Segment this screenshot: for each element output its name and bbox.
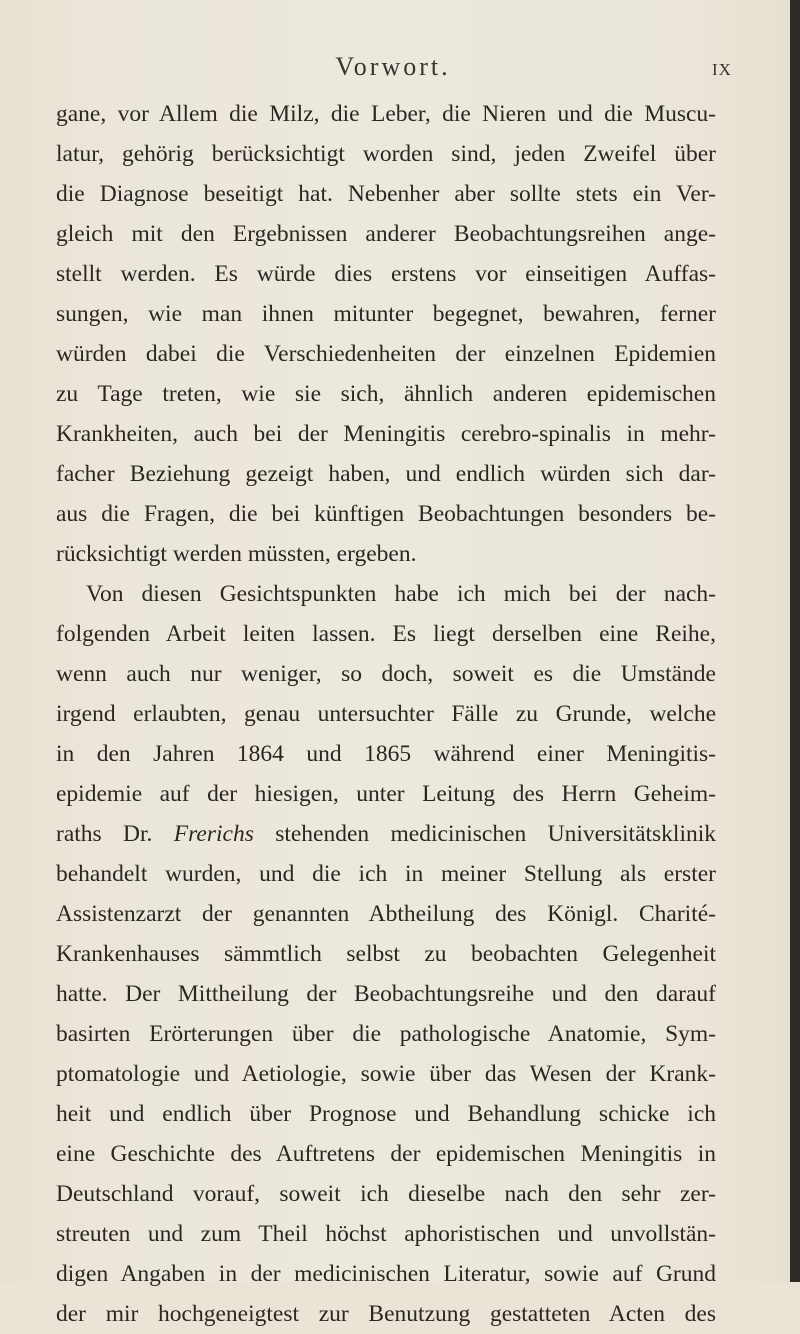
body-text — [56, 94, 716, 1334]
text-line: Assistenzarzt der genannten Abtheilung des Königl. Charité- — [56, 901, 716, 927]
text-line: wenn auch nur weniger, so doch, soweit es die Umstände — [56, 661, 716, 687]
text-segment: raths Dr. — [56, 821, 153, 847]
text-line: Deutschland vorauf, soweit ich dieselbe nach den sehr zer- — [56, 1181, 716, 1207]
text-line: gane, vor Allem die Milz, die Leber, die Nieren und die Muscu- — [56, 101, 716, 127]
text-line: irgend erlaubten, genau untersuchter Fälle zu Grunde, welche — [56, 701, 716, 727]
text-line: sungen, wie man ihnen mitunter begegnet, bewahren, ferner — [56, 301, 716, 327]
text-line: latur, gehörig berücksichtigt worden sind, jeden Zweifel über — [56, 141, 716, 167]
text-line: würden dabei die Verschiedenheiten der einzelnen Epidemien — [56, 341, 716, 367]
text-line: folgenden Arbeit leiten lassen. Es liegt derselben eine Reihe, — [56, 621, 716, 647]
text-line: gleich mit den Ergebnissen anderer Beobachtungsreihen ange- — [56, 221, 716, 247]
text-line: eine Geschichte des Auftretens der epidemischen Meningitis in — [56, 1141, 716, 1167]
text-line: Krankheiten, auch bei der Meningitis cerebro-spinalis in mehr- — [56, 421, 716, 447]
text-line: der mir hochgeneigtest zur Benutzung gestatteten Acten des — [56, 1301, 716, 1327]
text-line: heit und endlich über Prognose und Behandlung schicke ich — [56, 1101, 716, 1127]
text-line: hatte. Der Mittheilung der Beobachtungsreihe und den darauf — [56, 981, 716, 1007]
text-line: Krankenhauses sämmtlich selbst zu beobachten Gelegenheit — [56, 941, 716, 967]
text-line: die Diagnose beseitigt hat. Nebenher aber sollte stets ein Ver- — [56, 181, 716, 207]
text-line: ptomatologie und Aetiologie, sowie über das Wesen der Krank- — [56, 1061, 716, 1087]
text-line: stellt werden. Es würde dies erstens vor einseitigen Auffas- — [56, 261, 716, 287]
text-line: rücksichtigt werden müssten, ergeben. — [56, 541, 417, 567]
text-line: basirten Erörterungen über die pathologische Anatomie, Sym- — [56, 1021, 716, 1047]
text-line: digen Angaben in der medicinischen Literatur, sowie auf Grund — [56, 1261, 716, 1287]
text-segment: stehenden medicinischen Universitätsklinik — [275, 821, 716, 847]
page-edge-shadow — [790, 0, 800, 1282]
text-line: aus die Fragen, die bei künftigen Beobachtungen besonders be- — [56, 501, 716, 527]
text-line: epidemie auf der hiesigen, unter Leitung des Herrn Geheim- — [56, 781, 716, 807]
text-line: zu Tage treten, wie sie sich, ähnlich anderen epidemischen — [56, 381, 716, 407]
text-line: in den Jahren 1864 und 1865 während einer Meningitis- — [56, 741, 716, 767]
text-line: Von diesen Gesichtspunkten habe ich mich bei der nach- — [86, 581, 716, 607]
text-line-mixed — [56, 814, 716, 854]
page-number: IX — [712, 60, 732, 79]
text-line: streuten und zum Theil höchst aphoristischen und unvollstän- — [56, 1221, 716, 1247]
author-name-italic: Frerichs — [173, 821, 254, 847]
text-line: facher Beziehung gezeigt haben, und endlich würden sich dar- — [56, 461, 716, 487]
running-header-title: Vorwort. — [335, 52, 451, 81]
text-line: behandelt wurden, und die ich in meiner Stellung als erster — [56, 861, 716, 887]
